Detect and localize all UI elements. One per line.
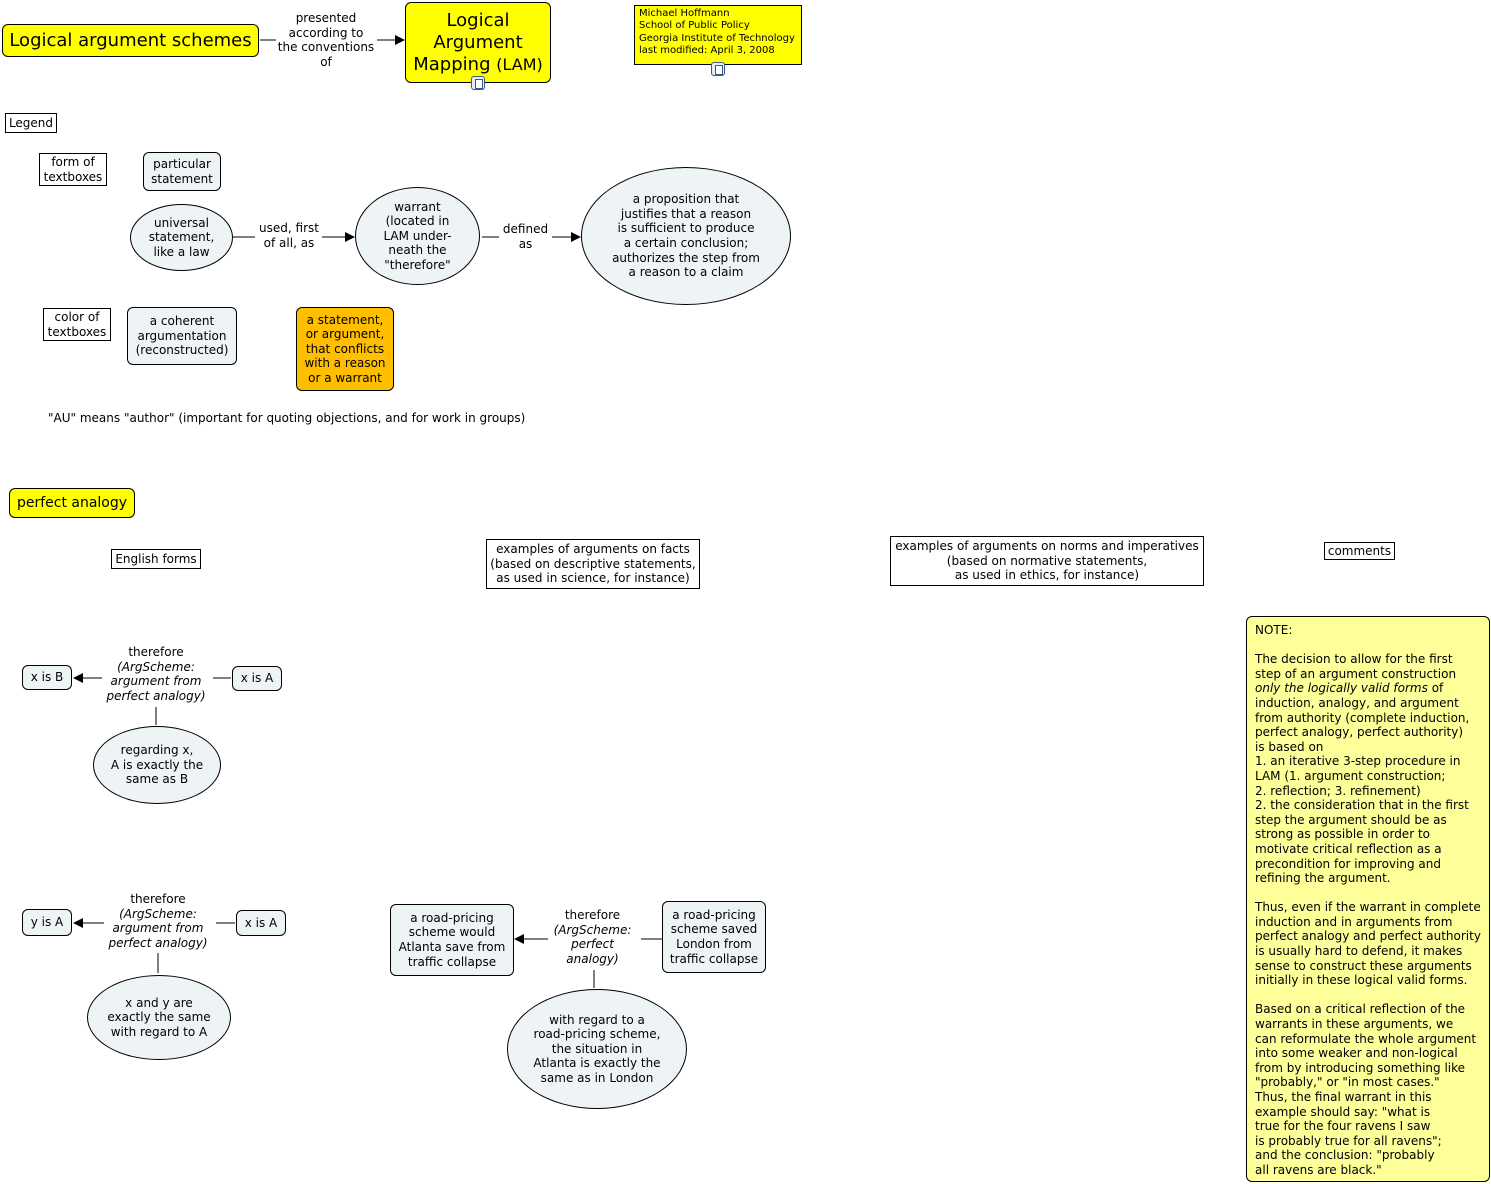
au-note: "AU" means "author" (important for quoting objections, and for work in groups) (48, 411, 526, 425)
form2-reason: x is A (236, 910, 286, 936)
column-header-facts: examples of arguments on facts (based on descriptive statements, as used in science, for instance) (486, 539, 700, 589)
section-title-text: perfect analogy (16, 495, 128, 511)
form2-warrant: x and y are exactly the same with regard to A (87, 975, 231, 1060)
document-icon[interactable] (711, 62, 725, 76)
form1-claim: x is B (22, 665, 72, 690)
example-therefore: therefore (564, 908, 621, 922)
example-reason: a road-pricing scheme saved London from traffic collapse (662, 901, 766, 973)
legend-color-label: color of textboxes (43, 308, 111, 341)
lam-title-suffix: (LAM) (496, 54, 543, 74)
author-info: Michael Hoffmann School of Public Policy Georgia Institute of Technology last modified: April 3, 2008 (634, 5, 802, 65)
main-title (2, 24, 259, 57)
form2-scheme: (ArgScheme: argument from perfect analogy) (108, 906, 208, 950)
example-scheme: (ArgScheme: perfect analogy) (553, 922, 632, 966)
form1-therefore: therefore (128, 645, 184, 659)
comment-note (1246, 616, 1490, 1182)
legend-coherent-argumentation: a coherent argumentation (reconstructed) (127, 307, 237, 365)
example-warrant: with regard to a road-pricing scheme, the situation in Atlanta is exactly the same as in London (507, 989, 687, 1109)
note-head: NOTE: The decision to allow for the first step of an argument construction (1255, 623, 1457, 681)
lam-title (405, 2, 551, 83)
main-title-text: Logical argument schemes (9, 30, 252, 51)
form1-scheme: (ArgScheme: argument from perfect analogy) (106, 659, 206, 703)
note-italic: only the logically valid forms (1255, 681, 1428, 696)
form2-therefore: therefore (130, 892, 186, 906)
form1-reason: x is A (232, 666, 282, 691)
legend-form-label: form of textboxes (39, 153, 107, 186)
legend-label: Legend (5, 113, 57, 133)
form2-inference (98, 892, 218, 950)
example-inference (545, 908, 640, 966)
legend-particular-statement: particular statement (143, 152, 221, 191)
example-claim: a road-pricing scheme would Atlanta save from traffic collapse (390, 904, 514, 976)
comment-note-text (1247, 617, 1489, 1184)
form2-claim: y is A (22, 909, 72, 936)
section-title (9, 488, 135, 518)
legend-used-first-label: used, first of all, as (259, 221, 319, 250)
legend-conflict-statement: a statement, or argument, that conflicts with a reason or a warrant (296, 307, 394, 391)
lam-title-main: Logical Argument Mapping (413, 9, 523, 75)
legend-universal-statement: universal statement, like a law (130, 204, 233, 271)
legend-warrant-definition: a proposition that justifies that a reason is sufficient to produce a certain conclusion; authorizes the step from a reason to a claim (581, 167, 791, 305)
legend-defined-as-label: defined as (502, 222, 549, 251)
legend-warrant: warrant (located in LAM under- neath the "therefore" (355, 187, 480, 285)
document-icon[interactable] (471, 76, 485, 90)
column-header-norms: examples of arguments on norms and imperatives (based on normative statements, as used in ethics, for instance) (890, 536, 1204, 586)
form1-warrant: regarding x, A is exactly the same as B (93, 726, 221, 804)
form1-inference (96, 645, 216, 703)
presented-label: presented according to the conventions of (277, 11, 375, 69)
column-header-comments: comments (1324, 542, 1395, 560)
note-body: of induction, analogy, and argument from authority (complete induction, perfect analogy, perfect authority) is based on 1. an iterative 3-step procedure in LAM (1. argument construction; 2. reflection; 3. refinement) 2. the consideration that in the first step the argument should be as strong as possible in order to motivate critical reflection as a precondition for improving and refining the argument. Thus, even if the warrant in complete induction and in arguments from perfect analogy and perfect authority is usually hard to defend, it makes sense to construct these arguments initially in these logical valid forms. Based on a critical reflection of the warrants in these arguments, we can reformulate the whole argument into some weaker and non-logical from by introducing something like "probably," or "in most cases." Thus, the final warrant in this example should say: "what is true for the four ravens I saw is probably true for all ravens"; and the conclusion: "probably all ravens are black." (1255, 681, 1481, 1177)
column-header-english: English forms (111, 549, 201, 569)
